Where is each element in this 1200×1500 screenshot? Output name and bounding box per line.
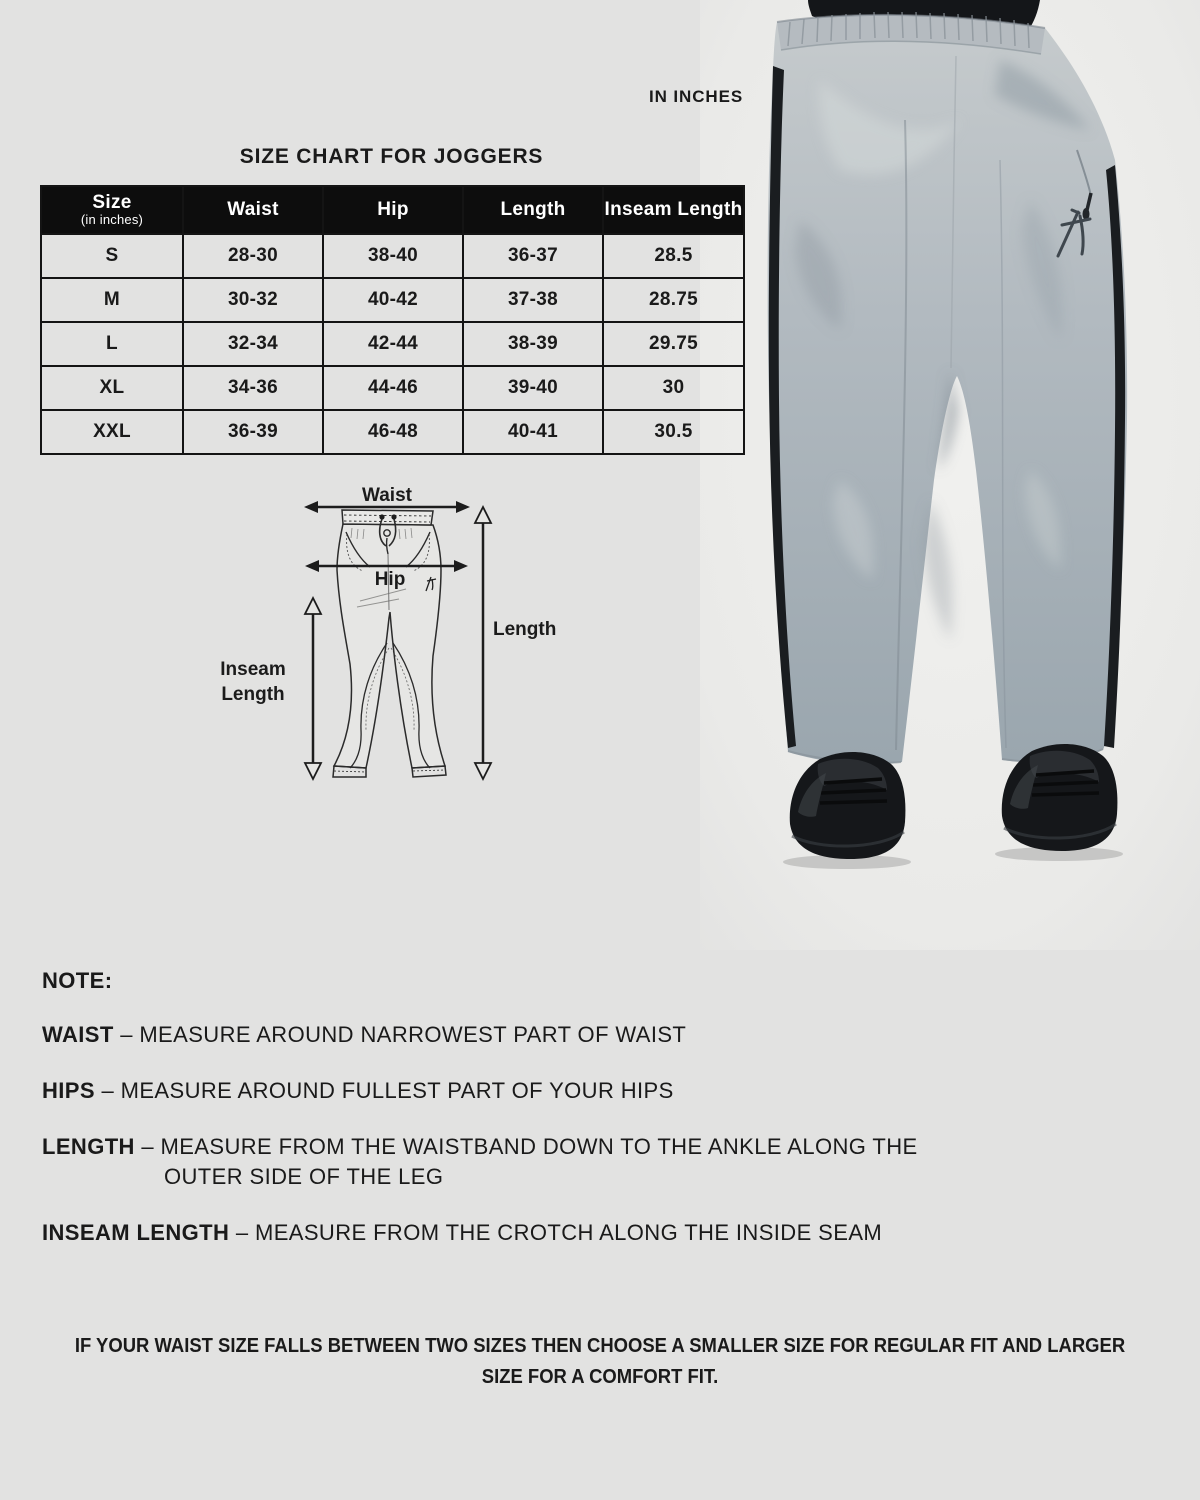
cell-inseam: 29.75 xyxy=(603,322,744,366)
cell-size: XXL xyxy=(41,410,183,454)
diagram-inseam-label-line2: Length xyxy=(221,684,285,705)
unit-label: IN INCHES xyxy=(649,87,744,106)
cell-waist: 32-34 xyxy=(183,322,323,366)
note-hips xyxy=(42,1076,1002,1106)
model-photo xyxy=(700,0,1200,950)
fit-advice-text: IF YOUR WAIST SIZE FALLS BETWEEN TWO SIZES THEN CHOOSE A SMALLER SIZE FOR REGULAR FIT AND LARGER SIZE FOR A COMFORT FIT. xyxy=(74,1334,1126,1388)
cell-length: 40-41 xyxy=(463,410,603,454)
table-row xyxy=(41,366,744,410)
cell-inseam: 28.5 xyxy=(603,234,744,278)
table-row xyxy=(41,410,744,454)
cell-length: 39-40 xyxy=(463,366,603,410)
col-header-size xyxy=(41,186,183,234)
cell-hip: 42-44 xyxy=(323,322,463,366)
cell-waist: 30-32 xyxy=(183,278,323,322)
cell-waist: 28-30 xyxy=(183,234,323,278)
size-chart-title: SIZE CHART FOR JOGGERS xyxy=(239,145,544,168)
note-inseam-length xyxy=(42,1218,1002,1248)
diagram-waist-label: Waist xyxy=(362,485,412,506)
cell-inseam: 30 xyxy=(603,366,744,410)
cell-hip: 46-48 xyxy=(323,410,463,454)
note-definition: – MEASURE FROM THE WAISTBAND DOWN TO THE ANKLE ALONG THE OUTER SIDE OF THE LEG xyxy=(141,1134,918,1189)
cell-waist: 34-36 xyxy=(183,366,323,410)
table-row xyxy=(41,234,744,278)
table-row xyxy=(41,322,744,366)
measurement-diagram xyxy=(200,478,570,808)
col-header-size-label: Size xyxy=(92,192,132,214)
cell-size: L xyxy=(41,322,183,366)
note-term: LENGTH xyxy=(42,1134,135,1159)
cell-waist: 36-39 xyxy=(183,410,323,454)
note-waist xyxy=(42,1020,1002,1050)
note-definition: – MEASURE FROM THE CROTCH ALONG THE INSIDE SEAM xyxy=(235,1220,883,1245)
note-term: HIPS xyxy=(42,1078,95,1103)
cell-length: 36-37 xyxy=(463,234,603,278)
table-row xyxy=(41,278,744,322)
joggers-line-drawing xyxy=(333,510,446,777)
length-arrow xyxy=(475,507,491,779)
cell-length: 37-38 xyxy=(463,278,603,322)
col-header-length: Length xyxy=(463,186,603,234)
size-table-header-row xyxy=(41,186,744,234)
notes-section xyxy=(42,968,1002,1248)
cell-hip: 38-40 xyxy=(323,234,463,278)
cell-inseam: 28.75 xyxy=(603,278,744,322)
note-term: INSEAM LENGTH xyxy=(42,1220,230,1245)
col-header-waist: Waist xyxy=(183,186,323,234)
diagram-length-label: Length xyxy=(493,619,557,640)
inseam-arrow xyxy=(305,598,321,779)
cell-size: XL xyxy=(41,366,183,410)
cell-hip: 40-42 xyxy=(323,278,463,322)
col-header-size-subnote: (in inches) xyxy=(80,212,144,228)
cell-hip: 44-46 xyxy=(323,366,463,410)
note-term: WAIST xyxy=(42,1022,114,1047)
fit-advice xyxy=(0,1330,1200,1392)
note-definition: – MEASURE AROUND NARROWEST PART OF WAIST xyxy=(120,1022,687,1047)
diagram-inseam-label-line1: Inseam xyxy=(220,659,286,680)
col-header-inseam: Inseam Length xyxy=(603,186,744,234)
note-length xyxy=(42,1132,1002,1192)
cell-size: M xyxy=(41,278,183,322)
note-definition: – MEASURE AROUND FULLEST PART OF YOUR HIPS xyxy=(101,1078,674,1103)
cell-inseam: 30.5 xyxy=(603,410,744,454)
diagram-hip-label: Hip xyxy=(374,569,406,590)
cell-size: S xyxy=(41,234,183,278)
col-header-hip: Hip xyxy=(323,186,463,234)
cell-length: 38-39 xyxy=(463,322,603,366)
size-table xyxy=(40,185,745,455)
notes-heading: NOTE: xyxy=(42,968,113,993)
